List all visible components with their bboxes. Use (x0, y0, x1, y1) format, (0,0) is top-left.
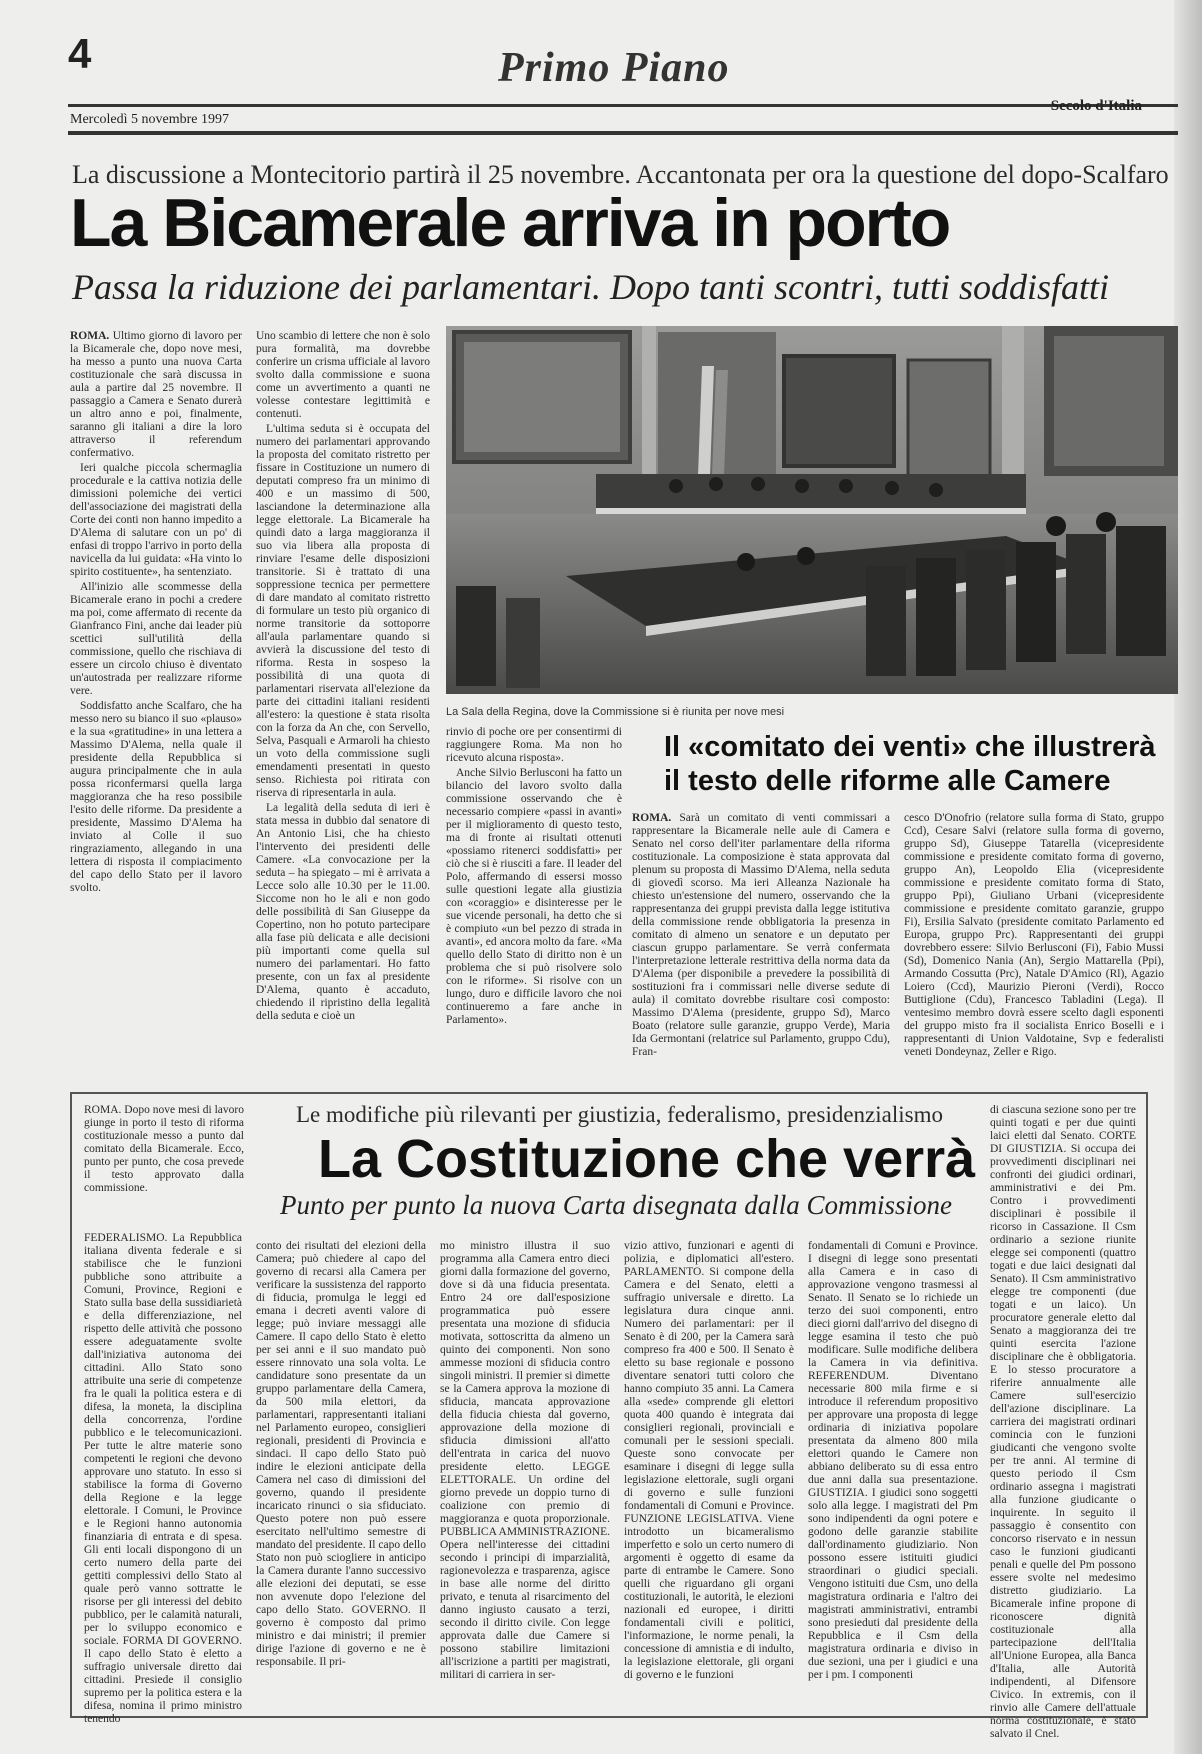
photo-caption: La Sala della Regina, dove la Commissione si è riunita per nove mesi (446, 706, 785, 718)
paragraph: ROMA. Dopo nove mesi di lavoro giunge in porto il testo di riforma costituzionale messo a punto dal comitato della Bicamerale. Ecco, punto per punto, che cosa prevede il testo approvato dalla commissione. (84, 1104, 244, 1194)
box-subheadline: Punto per punto la nuova Carta disegnata dalla Commissione (280, 1190, 952, 1220)
box-column-6 (990, 1104, 1136, 1740)
page-edge-shadow (1174, 0, 1202, 1754)
section-title: Primo Piano (498, 45, 730, 91)
paragraph: di ciascuna sezione sono per tre quinti togati e per due quinti laici eletti dal Senato. CORTE DI GIUSTIZIA. Si occupa dei provvedimenti disciplinari nei confronti dei giudici ordinari, amministrativi e dei Pm. Contro i provvedimenti disciplinari è possibile il ricorso in Cassazione. Il Csm ordinario a sezione riunite elegge sei componenti (quattro togati e due laici designati dal Senato). Il Csm amministrativo elegge tre componenti (due togati e un laico). Un procuratore generale eletto dal Senato a maggioranza dei tre quinti esercita l'azione disciplinare che è obbligatoria. E lo stesso procuratore a riferire annualmente alle Camere sull'esercizio dell'azione disciplinare. La carriera dei magistrati ordinari comincia con le funzioni giudicanti che vengono svolte per tre anni. Al termine di questo periodo il Csm ordinario assegna i magistrati alla funzione giudicante o inquirente. In seguito il passaggio è consentito con concorso riservato e in nessun caso le funzioni giudicanti penali e quelle del Pm possono essere svolte nel medesimo distretto giudiziario. La Bicamerale infine propone di riconoscere dignità costituzionale alla partecipazione dell'Italia all'Unione Europea, alla Banca d'Italia, alle Autorità indipendenti, al Difensore Civico. In extremis, con il rinvio alle Camere dell'attuale norma costituzionale, è stato salvato il Cnel. (990, 1104, 1136, 1740)
paragraph: Soddisfatto anche Scalfaro, che ha messo nero su bianco il suo «plauso» e la sua «gratitudine» in una lettera a Massimo D'Alema, nella quale il presidente della Repubblica si augura principalmente che in aula possa riconfermarsi quella larga maggioranza che ha reso possibile l'esito delle riforme. Da presidente a presidente, Massimo D'Alema ha inviato al Colle il suo ringraziamento, allegando in una lettera di risposta il compiacimento del capo dello Stato per il lavoro svolto. (70, 700, 242, 894)
sala-della-regina-image (446, 326, 1178, 694)
paragraph: cesco D'Onofrio (relatore sulla forma di Stato, gruppo Ccd), Cesare Salvi (relatore sulla forma di governo, gruppo Sd), Giuseppe Tatarella (vicepresidente commissione e presidente comitato forma di governo, gruppo An), Leopoldo Elia (vicepresidente commissione e presidente comitato forma di Stato, gruppo Ppi), Giuliano Urbani (vicepresidente commissione e presidente comitato garanzie, gruppo Fi), Ersilia Salvato (presidente comitato Parlamento ed Europa, gruppo Prc). Rappresentanti dei gruppi dovrebbero essere: Silvio Berlusconi (Fi), Fabio Mussi (Sd), Domenico Nania (An), Sergio Mattarella (Ppi), Armando Cossutta (Prc), Natale D'Amico (Rl), Agazio Loiero (Ccd), Maurizio Pieroni (Verdi), Rocco Buttiglione (Cdu), Francesco Tabladini (Lega). Il ventesimo membro dovrà essere scelto dagli esponenti del gruppo misto fra il socialista Enrico Boselli e i rappresentanti di Union Valdotaine, Svp e federalisti veneti Dondeynaz, Zeller e Rigo. (904, 812, 1164, 1058)
side-headline-line-1: Il «comitato dei venti» che illustrerà (664, 731, 1156, 763)
paragraph: FEDERALISMO. La Repubblica italiana diventa federale e si stabilisce che le funzioni pubbliche sono attribuite a Comuni, Province, Regioni e Stato sulla base della sussidiarietà e della differenziazione, nel rispetto delle attività che possono essere adeguatamente svolte dall'iniziativa autonoma dei cittadini. Allo Stato sono attribuite una serie di competenze fra le quali la politica estera e di difesa, la moneta, la disciplina della concorrenza, l'ordine pubblico e le telecomunicazioni. Per tutte le altre materie sono competenti le regioni che devono approvare uno statuto. In esso si stabilisce la forma di Governo della Regione e la legge elettorale. I Comuni, le Province e le Regioni hanno autonomia finanziaria di entrata e di spesa. Gli enti locali dispongono di un certo numero della parte dei gettiti complessivi dello Stato al quale però vanno sottratte le risorse per gli interessi del debito pubblico, per le calamità naturali, per lo sviluppo economico e sociale. FORMA DI GOVERNO. Il capo dello Stato è eletto a suffragio universale diretto dai cittadini. Presiede il consiglio supremo per la politica estera e la difesa, nomina il primo ministro tenendo (84, 1232, 242, 1725)
side-headline-line-2: il testo delle riforme alle Camere (664, 765, 1111, 797)
commission-photo (446, 326, 1178, 694)
side-article-column-1 (632, 812, 890, 1060)
paragraph: fondamentali di Comuni e Province. I disegni di legge sono presentati alla Camera e in caso di approvazione vengono trasmessi al Senato. Il Senato se lo richiede un terzo dei suoi componenti, entro dieci giorni dall'arrivo del disegno di legge esamina il testo che può modificare. Sulle modifiche delibera la Camera in via definitiva. REFERENDUM. Diventano necessarie 800 mila firme e si introduce il referendum propositivo per approvare una proposta di legge ordinaria di iniziativa popolare presentata da almeno 800 mila elettori quando le Camere non abbiano deliberato su di essa entro due anni dalla sua presentazione. GIUSTIZIA. I giudici sono soggetti solo alla legge. I magistrati del Pm sono indipendenti da ogni potere e godono delle garanzie stabilite dall'ordinamento giudiziario. Non possono essere istituiti giudici straordinari o giudici speciali. Vengono istituiti due Csm, uno della magistratura ordinaria e l'altro dei magistrati amministrativi, entrambi sono presieduti dal presidente della Repubblica e il Csm della magistratura ordinaria e diviso in due sezioni, una per i giudici e una per i pm. I componenti (808, 1240, 978, 1681)
main-article-column-1 (70, 330, 242, 1060)
dateline: ROMA. (632, 812, 672, 824)
paragraph: Ieri qualche piccola schermaglia procedurale e la cattiva notizia delle dimissioni polemiche dei vertici dell'associazione dei magistrati della Corte dei conti non hanno impedito a D'Alema di salutare con un po' di enfasi di troppo l'arrivo in porto della navicella da lui guidata: «Ha vinto lo spirito costituente», ha sentenziato. (70, 462, 242, 578)
box-column-4 (624, 1240, 794, 1708)
box-intro-column (84, 1104, 244, 1224)
newspaper-name: Secolo d'Italia (1050, 98, 1142, 114)
paragraph: conto dei risultati del elezioni della Camera; può chiedere al capo del governo di recarsi alla Camera per verificare la sussistenza del rapporto di fiducia, promulga le leggi ed emana i decreti aventi valore di legge; può inviare messaggi alle Camere. Il capo dello Stato è eletto per sei anni e il suo mandato può essere rinnovato una sola volta. Le candidature sono presentate da un gruppo parlamentare della Camera, da 500 mila elettori, da parlamentari, rappresentanti italiani nel Parlamento europeo, consiglieri regionali, presidenti di Provincia e sindaci. Il capo dello Stato può indire le elezioni anticipate della Camera nel caso di dimissioni del governo, quando il presidente incaricato rinunci o sia sfiduciato. Questo potere non può essere esercitato nell'ultimo semestre di mandato del presidente. Il capo dello Stato non può sciogliere in anticipo la Camera durante l'anno successivo alle elezioni dei deputati, se esse non avvenute dopo l'elezione del capo dello Stato. GOVERNO. Il governo è composto dal primo ministro e dai ministri; il premier dirige l'azione di governo e ne è responsabile. Il pri- (256, 1240, 426, 1668)
main-article-column-2 (256, 330, 430, 1060)
side-article-column-2 (904, 812, 1164, 1060)
paragraph: La legalità della seduta di ieri è stata messa in dubbio dal senatore di An Antonio Lisi, che ha chiesto l'intervento dei presidenti delle Camere. «La convocazione per la seduta – ha spiegato – mi è arrivata a Lecce solo alle 10.30 per le 11.00. Siccome non ho le ali e non godo delle possibilità di San Giuseppe da Copertino, non ho potuto partecipare alla fase più delicata e alle decisioni più importanti come quella sul numero dei parlamentari. Ho fatto presente, con un fax al presidente D'Alema, quanto è accaduto, chiedendo il ripristino della legalità della seduta e cioè un (256, 802, 430, 1022)
paragraph: ROMA. Ultimo giorno di lavoro per la Bicamerale che, dopo nove mesi, ha messo a punto una nuova Carta costituzionale che sarà discussa in aula a partire dal 25 novembre. Il passaggio a Camera e Senato durerà un altro anno e poi, finalmente, saranno gli italiani a dire la loro attraverso il referendum confermativo. (70, 330, 242, 459)
box-overline: Le modifiche più rilevanti per giustizia, federalismo, presidenzialismo (296, 1102, 943, 1127)
box-column-3 (440, 1240, 610, 1708)
box-column-2 (256, 1240, 426, 1708)
main-overline: La discussione a Montecitorio partirà il 25 novembre. Accantonata per ora la questione del dopo-Scalfaro (72, 160, 1169, 189)
box-headline: La Costituzione che verrà (318, 1129, 976, 1189)
paragraph: Anche Silvio Berlusconi ha fatto un bilancio del lavoro svolto dalla commissione osservando che è necessario compiere «passi in avanti» per il miglioramento di questo testo, ma di fronte ai risultati ottenuti «possiamo ritenerci soddisfatti» per ciò che si è riusciti a fare. Il leader del Polo, affermando di essersi mosso sulle questioni legate alla giustizia con «coraggio» e disinteresse per le sue vicende personali, ha detto che si è compiuto «un bel pezzo di strada in avanti», ed ancora molto da fare. «Ma quello dello Stato di diritto non è un problema che si può risolvere solo con le riforme». Si risolve con un lungo, duro e difficile lavoro che noi continueremo a fare anche in Parlamento». (446, 767, 622, 1026)
box-column-1 (84, 1232, 242, 1725)
paragraph: All'inizio alle scommesse della Bicamerale erano in pochi a credere ma poi, come affermato di recente da Gianfranco Fini, anche dai leader più scettici sull'utilità della commissione, quello che rischiava di essere un circolo chiuso è diventato un'autostrada per realizzare riforme vere. (70, 581, 242, 697)
paragraph: L'ultima seduta si è occupata del numero dei parlamentari approvando la proposta del comitato ristretto per fissare in Costituzione un numero di deputati compreso fra un minimo di 400 e un massimo di 500, lasciandone la determinazione alla legge elettorale. La Bicamerale ha quindi dato a larga maggioranza il suo via libera alla proposta di rinviare l'esame delle disposizioni transitorie. Si è trattato di una soppressione tecnica per permettere di dare mandato al comitato ristretto di formulare un testo più organico di norme transitorie da sottoporre all'aula parlamentare quando si avvierà la discussione del testo di riforma. Resta in sospeso la possibilità di una quota di parlamentari riservata all'elezione da parte dei cittadini italiani residenti all'estero: la questione è stata risolta con la forza da An che, con Servello, Selva, Pasquali e Armaroli ha chiesto un voto della commissione sugli emendamenti presentati in questo senso. Richiesta poi ritirata con riserva di ripresentarla in aula. (256, 423, 430, 799)
dateline: ROMA. (70, 330, 110, 342)
page-number: 4 (68, 30, 92, 77)
paragraph: vizio attivo, funzionari e agenti di polizia, e diplomatici all'estero. PARLAMENTO. Si compone della Camera e del Senato, eletti a suffragio universale e diretto. La legislatura dura cinque anni. Numero dei parlamentari: per il Senato è di 200, per la Camera sarà compreso fra 400 e 500. Il Senato è eletto su base regionale e possono diventare senatori tutti coloro che hanno compiuto 35 anni. La Camera alla «sede» comprende gli elettori quota 400 quando è integrata dai consiglieri regionali, provinciali e comunali per le sessioni speciali. Queste sono convocate per esaminare i disegni di legge sulla legislazione elettorale, sugli organi di governo e sulle funzioni fondamentali di Comuni e Province. FUNZIONE LEGISLATIVA. Viene introdotto un bicameralismo imperfetto e solo un certo numero di argomenti è oggetto di esame da parte di entrambe le Camere. Sono quelli che riguardano gli organi costituzionali, le autorità, le elezioni nazionali ed europee, i diritti fondamentali civili e politici, l'informazione, le norme penali, la concessione di amnistia e di indulto, la legislazione elettorale, gli organi di governo e le funzioni (624, 1240, 794, 1681)
paragraph: mo ministro illustra il suo programma alla Camera entro dieci giorni dalla formazione del governo, dove si dà una fiducia presentata. Entro 24 ore dall'esposizione programmatica può essere presentata una mozione di sfiducia motivata, sottoscritta da almeno un quinto dei componenti. Non sono ammesse mozioni di sfiducia contro singoli ministri. Il premier si dimette se la Camera approva la mozione di sfiducia, mancata approvazione della fiducia chiesta dal governo, approvazione della mozione di sfiducia dimissioni all'atto dell'entrata in carica del nuovo presidente eletto. LEGGE ELETTORALE. Un ordine del giorno prevede un doppio turno di coalizione con premio di maggioranza e quota proporzionale. PUBBLICA AMMINISTRAZIONE. Opera nell'interesse dei cittadini secondo i principi di imparzialità, ragionevolezza e trasparenza, agisce in base alle norme del diritto privato, e tenuta al risarcimento del danno ingiusto causato a terzi, secondo il diritto civile. Con legge approvata dalle due Camere si possono stabilire limitazioni all'iscrizione a partiti per magistrati, militari di carriera in ser- (440, 1240, 610, 1681)
paragraph: ROMA. Sarà un comitato di venti commissari a rappresentare la Bicamerale nelle aule di Camera e Senato nel corso dell'iter parlamentare della riforma costituzionale. La composizione è stata approvata dal plenum su proposta di Massimo D'Alema, nella seduta di giovedì scorso. Ma ieri Alleanza Nazionale ha chiesto un'estensione del numero, osservando che la rappresentanza dei gruppi prevista dalla legge istitutiva della commissione rende obbligatoria la presenza in comitato di almeno un senatore e un deputato per ciascun gruppo parlamentare. Se verrà confermata l'interpretazione letterale restrittiva della norma data da D'Alema (per disponibile a prevedere la possibilità di sostituzioni fra i commissari nelle diverse sedute di aula) il comitato dovrebbe risultare così composto: Massimo D'Alema (presidente, gruppo Sd), Marco Boato (relatore sulle garanzie, gruppo Verde), Maria Ida Germontani (relatrice sul Parlamento, gruppo Cdu), Fran- (632, 812, 890, 1058)
main-headline: La Bicamerale arriva in porto (70, 185, 950, 261)
issue-date: Mercoledì 5 novembre 1997 (70, 112, 230, 127)
side-article-headline (664, 730, 1156, 798)
main-article-column-3 (446, 726, 622, 1064)
masthead-rule-bottom (68, 131, 1178, 135)
main-subheadline: Passa la riduzione dei parlamentari. Dopo tanti scontri, tutti soddisfatti (72, 267, 1110, 307)
box-column-5 (808, 1240, 978, 1708)
paragraph: rinvio di poche ore per consentirmi di raggiungere Roma. Ma non ho ricevuto alcuna risposta». (446, 726, 622, 764)
paragraph: Uno scambio di lettere che non è solo pura formalità, ma dovrebbe conferire un crisma ufficiale al lavoro svolto dalla commissione e suona come un avvertimento a quanti ne volesse contestare legittimità e contenuti. (256, 330, 430, 420)
masthead-rule (68, 104, 1178, 107)
